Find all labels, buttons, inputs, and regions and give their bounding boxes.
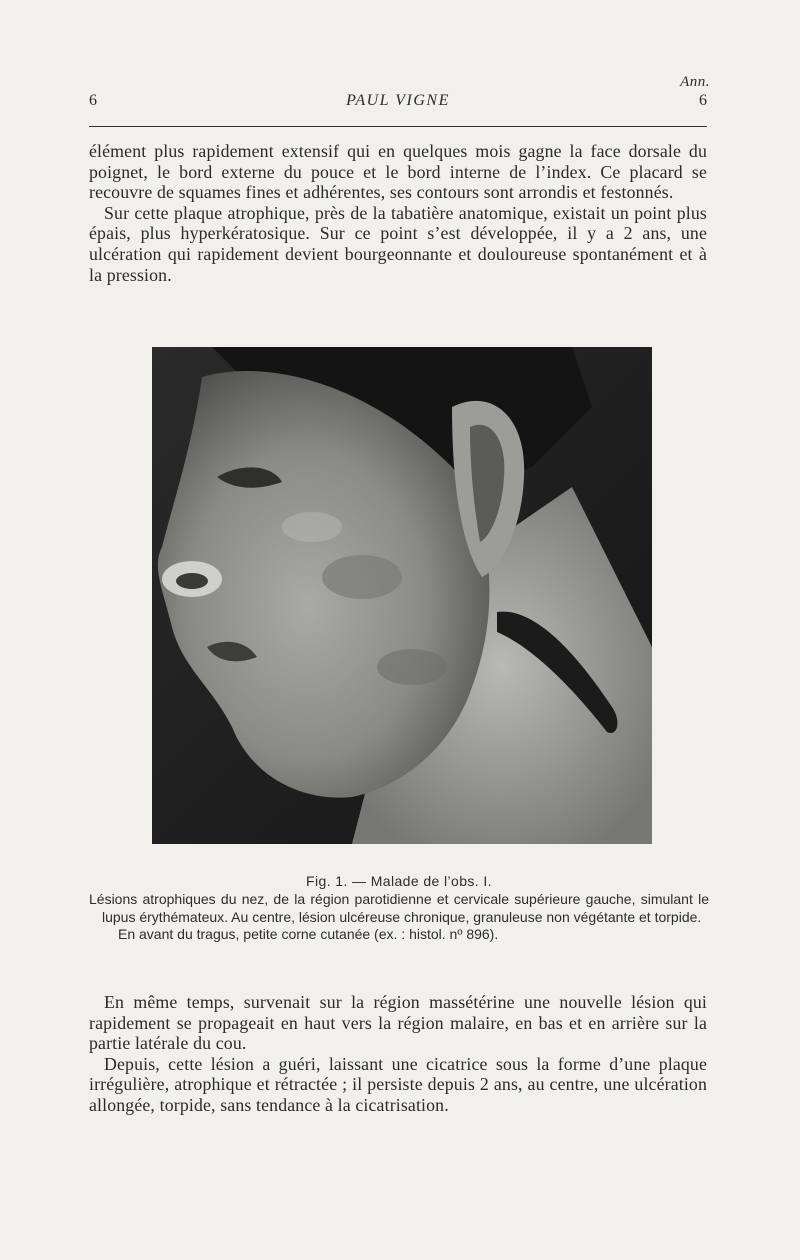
header-rule <box>89 126 707 127</box>
intro-text <box>89 141 707 285</box>
outro-text <box>89 992 707 1116</box>
caption-body <box>89 891 709 944</box>
intro-paragraph-1: élément plus rapidement extensif qui en quelques mois gagne la face dorsale du poignet, le bord externe du pouce et le bord interne de l’index. Ce placard se recouvre de squames fines et adhérentes, ses contours sont arrondis et festonnés. <box>89 141 707 203</box>
patient-photograph-illustration <box>152 347 652 844</box>
page-number-right: 6 <box>699 92 707 109</box>
figure-label: Fig. 1. — Malade de l’obs. I. <box>306 873 492 889</box>
patient-photograph <box>152 347 652 844</box>
outro-paragraph-1: En même temps, survenait sur la région massétérine une nouvelle lésion qui rapidement se propageait en haut vers la région malaire, en bas et en arrière sur la partie latérale du cou. <box>89 992 707 1054</box>
caption-paragraph-2: En avant du tragus, petite corne cutanée (ex. : histol. nº 896). <box>118 926 499 942</box>
running-head: PAUL VIGNE <box>346 92 450 109</box>
outro-paragraph-2: Depuis, cette lésion a guéri, laissant une cicatrice sous la forme d’une plaque irrégulière, atrophique et rétractée ; il persiste depuis 2 ans, au centre, une ulcération allongée, torpide, sans tendance à la cicatrisation. <box>89 1053 707 1115</box>
page-number-left: 6 <box>89 92 97 109</box>
page-header <box>89 92 707 114</box>
corner-annotation: Ann. <box>680 74 710 90</box>
caption-paragraph-1: Lésions atrophiques du nez, de la région parotidienne et cervicale supérieure gauche, simulant le lupus érythémateux. Au centre, lésion ulcéreuse chronique, granuleuse non végétante et torpide. <box>89 891 709 925</box>
intro-paragraph-2: Sur cette plaque atrophique, près de la tabatière anatomique, existait un point plus épais, plus hyperkératosique. Sur ce point s’est développée, il y a 2 ans, une ulcération qui rapidement devient bourgeonnante et douloureuse spontanément et à la pression. <box>89 202 707 285</box>
